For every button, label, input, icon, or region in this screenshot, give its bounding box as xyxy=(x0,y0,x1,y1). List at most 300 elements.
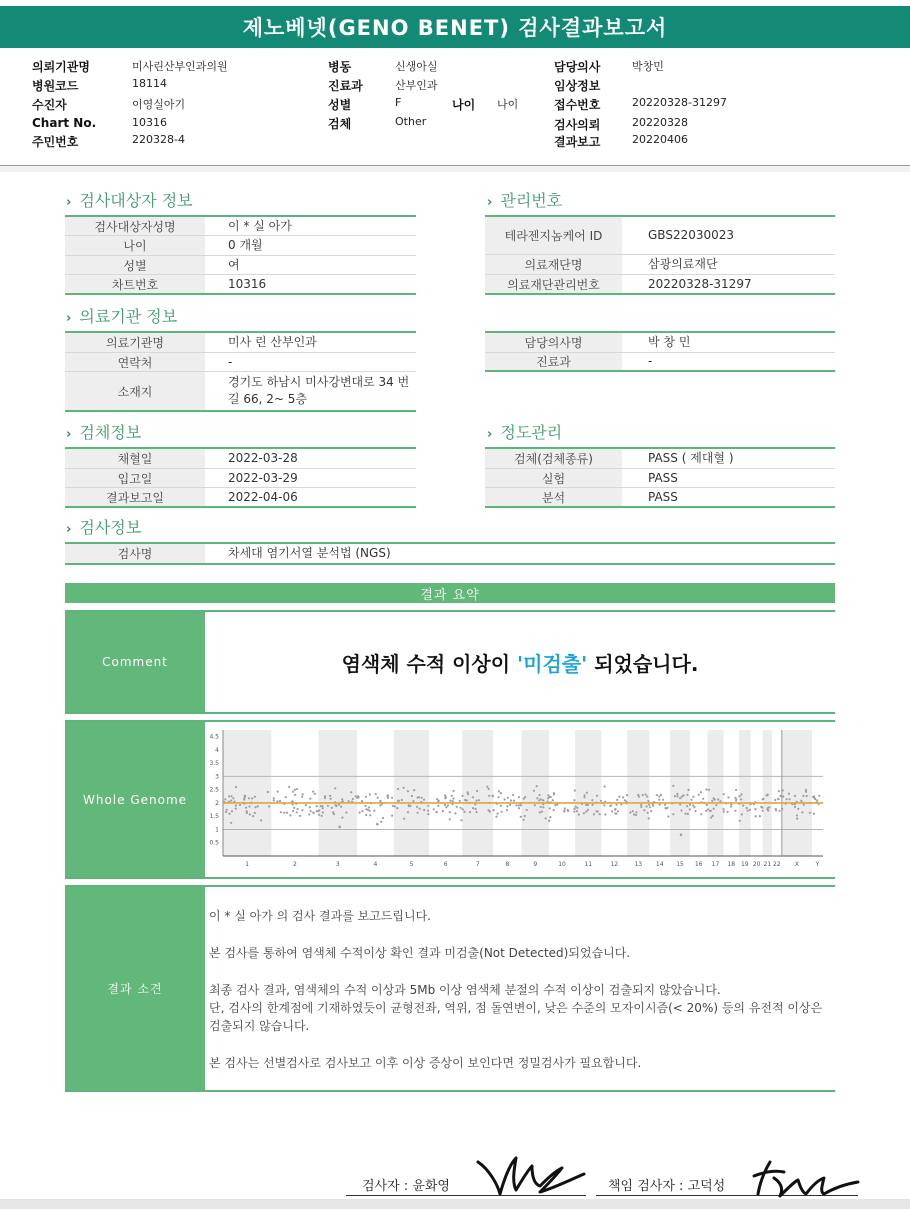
whole-genome-chart-container xyxy=(205,722,835,877)
data-point xyxy=(615,804,617,806)
data-point xyxy=(648,804,650,806)
data-point xyxy=(244,795,246,797)
data-point xyxy=(805,789,807,791)
data-point xyxy=(665,807,667,809)
header-label: 병동 xyxy=(328,60,352,74)
header-value: 나이 xyxy=(497,98,519,111)
data-point xyxy=(273,799,275,801)
data-point xyxy=(239,804,241,806)
row-label: 의료재단관리번호 xyxy=(485,275,622,293)
data-point xyxy=(350,791,352,793)
data-point xyxy=(796,818,798,820)
data-point xyxy=(518,807,520,809)
y-tick-label: 3 xyxy=(215,773,219,781)
data-point xyxy=(574,806,576,808)
data-point xyxy=(375,793,377,795)
row-label: 입고일 xyxy=(65,469,205,487)
data-point xyxy=(235,804,237,806)
data-point xyxy=(759,815,761,817)
data-point xyxy=(361,800,363,802)
data-point xyxy=(659,804,661,806)
data-point xyxy=(368,806,370,808)
outlier-point xyxy=(338,826,341,829)
data-point xyxy=(391,797,393,799)
data-point xyxy=(246,812,248,814)
row-value: PASS xyxy=(648,489,678,504)
section-title-test xyxy=(66,515,141,538)
section-title-text: 검사정보 xyxy=(79,518,142,537)
data-point xyxy=(515,804,517,806)
data-point xyxy=(739,820,741,822)
header-label: 의뢰기관명 xyxy=(32,60,90,74)
row-value: 2022-03-28 xyxy=(228,451,298,465)
data-point xyxy=(526,809,528,811)
data-point xyxy=(681,796,683,798)
management-table xyxy=(485,215,835,295)
header-value: Other xyxy=(395,115,427,128)
header-label: 진료과 xyxy=(328,79,363,93)
data-point xyxy=(277,791,279,793)
data-point xyxy=(512,794,514,796)
data-point xyxy=(640,806,642,808)
data-point xyxy=(518,804,520,806)
data-point xyxy=(741,813,743,815)
data-point xyxy=(309,806,311,808)
row-value: 여 xyxy=(228,257,240,272)
data-point xyxy=(520,816,522,818)
data-point xyxy=(662,799,664,801)
data-point xyxy=(723,811,725,813)
chromosome-band xyxy=(575,730,601,856)
data-point xyxy=(812,796,814,798)
report-title: 제노베넷(GENO BENET) 검사결과보고서 xyxy=(0,6,910,48)
data-point xyxy=(488,788,490,790)
data-point xyxy=(604,813,606,815)
data-point xyxy=(449,800,451,802)
table-row xyxy=(65,217,416,236)
section-title-text: 검사대상자 정보 xyxy=(79,191,193,210)
comment-label: Comment xyxy=(65,612,205,712)
data-point xyxy=(466,799,468,801)
row-value: 이 * 실 아가 xyxy=(228,218,292,233)
x-tick-label: 22 xyxy=(773,861,781,868)
data-point xyxy=(552,799,554,801)
comment-block xyxy=(65,610,835,714)
data-point xyxy=(734,810,736,812)
data-point xyxy=(257,805,259,807)
data-point xyxy=(445,806,447,808)
data-point xyxy=(355,795,357,797)
data-point xyxy=(549,816,551,818)
header-label: 담당의사 xyxy=(554,60,601,74)
data-point xyxy=(417,797,419,799)
outlier-point xyxy=(376,823,379,826)
x-tick-label: 21 xyxy=(763,861,772,868)
data-point xyxy=(596,795,598,797)
table-row xyxy=(485,353,835,372)
data-point xyxy=(447,805,449,807)
table-row xyxy=(65,469,416,488)
table-row xyxy=(65,256,416,275)
data-point xyxy=(293,807,295,809)
row-value: GBS22030023 xyxy=(648,228,735,242)
data-point xyxy=(394,805,396,807)
header-label: 성별 xyxy=(328,98,352,112)
data-point xyxy=(542,799,544,801)
data-point xyxy=(626,794,628,796)
data-point xyxy=(401,799,403,801)
header-value: F xyxy=(395,96,402,109)
data-point xyxy=(518,796,520,798)
section-arrow-icon: › xyxy=(66,195,72,210)
data-point xyxy=(348,800,350,802)
data-point xyxy=(427,813,429,815)
row-label: 검사대상자성명 xyxy=(65,217,205,235)
data-point xyxy=(352,798,354,800)
data-point xyxy=(782,789,784,791)
data-point xyxy=(254,806,256,808)
data-point xyxy=(633,813,635,815)
row-label: 검체(검체종류) xyxy=(485,449,622,468)
row-label: 결과보고일 xyxy=(65,488,205,506)
data-point xyxy=(742,804,744,806)
data-point xyxy=(595,810,597,812)
data-point xyxy=(656,794,658,796)
data-point xyxy=(692,804,694,806)
data-point xyxy=(574,808,576,810)
data-point xyxy=(472,796,474,798)
header-label: 검체 xyxy=(328,117,352,131)
data-point xyxy=(329,795,331,797)
header-value: 신생아실 xyxy=(395,60,438,73)
page-footer-band xyxy=(0,1199,910,1209)
data-point xyxy=(652,805,654,807)
header-label: 수진자 xyxy=(32,98,67,112)
header-value: 이영실아기 xyxy=(132,98,186,111)
chromosome-band xyxy=(739,730,750,856)
data-point xyxy=(649,806,651,808)
data-point xyxy=(676,795,678,797)
section-arrow-icon: › xyxy=(487,427,493,442)
header-label: 접수번호 xyxy=(554,98,601,112)
data-point xyxy=(801,811,803,813)
x-tick-label: 14 xyxy=(655,861,664,868)
data-point xyxy=(423,799,425,801)
data-point xyxy=(779,810,781,812)
data-point xyxy=(475,808,477,810)
data-point xyxy=(462,808,464,810)
data-point xyxy=(542,806,544,808)
data-point xyxy=(498,790,500,792)
subject-table xyxy=(65,215,416,295)
data-point xyxy=(755,815,757,817)
data-point xyxy=(289,814,291,816)
table-row xyxy=(485,217,835,255)
data-point xyxy=(635,811,637,813)
data-point xyxy=(603,804,605,806)
data-point xyxy=(614,812,616,814)
data-point xyxy=(786,798,788,800)
data-point xyxy=(754,808,756,810)
row-label: 소재지 xyxy=(65,372,205,410)
examiner-signature xyxy=(470,1150,590,1202)
table-row xyxy=(485,469,835,488)
data-point xyxy=(794,806,796,808)
data-point xyxy=(540,798,542,800)
data-point xyxy=(321,815,323,817)
data-point xyxy=(523,819,525,821)
report-header xyxy=(0,50,910,166)
y-tick-label: 1.5 xyxy=(209,813,219,821)
data-point xyxy=(308,813,310,815)
comment-text-post: 되었습니다. xyxy=(587,652,699,676)
finding-line: 본 검사를 통하여 염색체 수적이상 확인 결과 미검출(Not Detected)되었습니다. xyxy=(209,946,631,960)
data-point xyxy=(322,811,324,813)
data-point xyxy=(679,797,681,799)
data-point xyxy=(254,796,256,798)
data-point xyxy=(444,804,446,806)
data-point xyxy=(335,804,337,806)
row-value: 2022-03-29 xyxy=(228,470,298,485)
data-point xyxy=(302,793,304,795)
table-row xyxy=(65,488,416,508)
data-point xyxy=(411,795,413,797)
row-label: 연락처 xyxy=(65,353,205,371)
data-point xyxy=(423,809,425,811)
data-point xyxy=(451,795,453,797)
data-point xyxy=(377,797,379,799)
section-title-text: 의료기관 정보 xyxy=(79,307,178,326)
data-point xyxy=(739,795,741,797)
data-point xyxy=(397,788,399,790)
table-row xyxy=(65,544,835,565)
data-point xyxy=(674,795,676,797)
data-point xyxy=(556,804,558,806)
table-row xyxy=(65,449,416,469)
data-point xyxy=(413,789,415,791)
data-point xyxy=(235,808,237,810)
data-point xyxy=(506,809,508,811)
data-point xyxy=(794,795,796,797)
data-point xyxy=(591,799,593,801)
data-point xyxy=(727,811,729,813)
data-point xyxy=(591,804,593,806)
data-point xyxy=(583,796,585,798)
data-point xyxy=(412,800,414,802)
header-value: 10316 xyxy=(132,116,167,129)
data-point xyxy=(666,807,668,809)
chromosome-band xyxy=(394,730,429,856)
data-point xyxy=(789,798,791,800)
data-point xyxy=(495,816,497,818)
data-point xyxy=(813,813,815,815)
data-point xyxy=(640,804,642,806)
data-point xyxy=(294,789,296,791)
data-point xyxy=(778,798,780,800)
data-point xyxy=(249,813,251,815)
data-point xyxy=(604,786,606,788)
data-point xyxy=(734,797,736,799)
data-point xyxy=(407,811,409,813)
data-point xyxy=(646,796,648,798)
row-label: 테라젠지놈케어 ID xyxy=(485,217,622,254)
section-title-subject xyxy=(66,188,193,211)
row-value: 2022-04-06 xyxy=(228,489,298,504)
data-point xyxy=(456,806,458,808)
comment-text xyxy=(205,648,835,677)
data-point xyxy=(780,795,782,797)
chromosome-band xyxy=(763,730,772,856)
data-point xyxy=(461,795,463,797)
data-point xyxy=(509,804,511,806)
data-point xyxy=(230,800,232,802)
x-tick-label: 18 xyxy=(727,861,736,868)
data-point xyxy=(715,804,717,806)
data-point xyxy=(452,790,454,792)
y-tick-label: 2 xyxy=(215,799,219,807)
data-point xyxy=(314,793,316,795)
data-point xyxy=(475,811,477,813)
data-point xyxy=(449,811,451,813)
data-point xyxy=(254,812,256,814)
data-point xyxy=(611,810,613,812)
qc-table xyxy=(485,447,835,508)
finding-line: 본 검사는 선별검사로 검사보고 이후 이상 증상이 보인다면 정밀검사가 필요합니다. xyxy=(209,1056,642,1070)
outlier-point xyxy=(680,833,683,836)
data-point xyxy=(459,800,461,802)
chromosome-band xyxy=(223,730,271,856)
data-point xyxy=(782,795,784,797)
data-point xyxy=(504,798,506,800)
data-point xyxy=(700,813,702,815)
data-point xyxy=(392,805,394,807)
data-point xyxy=(501,811,503,813)
data-point xyxy=(500,792,502,794)
data-point xyxy=(638,796,640,798)
data-point xyxy=(341,798,343,800)
data-point xyxy=(231,810,233,812)
data-point xyxy=(622,796,624,798)
data-point xyxy=(573,810,575,812)
data-point xyxy=(312,791,314,793)
data-point xyxy=(706,804,708,806)
data-point xyxy=(359,811,361,813)
header-label: 나이 xyxy=(452,98,476,112)
data-point xyxy=(616,799,618,801)
table-row xyxy=(485,333,835,353)
x-tick-label: 20 xyxy=(752,861,761,868)
data-point xyxy=(421,797,423,799)
data-point xyxy=(690,799,692,801)
finding-line: 단, 검사의 한계점에 기재하였듯이 균형전좌, 역위, 점 돌연변이, 낮은 수준의 모자이시즘(< 20%) 등의 유전적 이상은 검출되지 않습니다. xyxy=(209,1001,823,1033)
data-point xyxy=(746,807,748,809)
data-point xyxy=(225,811,227,813)
data-point xyxy=(292,810,294,812)
header-value: 20220328 xyxy=(632,116,688,129)
data-point xyxy=(316,805,318,807)
data-point xyxy=(396,807,398,809)
data-point xyxy=(686,794,688,796)
data-point xyxy=(245,807,247,809)
row-label: 채혈일 xyxy=(65,449,205,468)
section-title-institution xyxy=(66,304,177,327)
data-point xyxy=(334,787,336,789)
row-value: - xyxy=(228,354,233,369)
row-value: PASS xyxy=(648,470,678,485)
data-point xyxy=(533,790,535,792)
data-point xyxy=(629,811,631,813)
data-point xyxy=(452,798,454,800)
x-tick-label: Y xyxy=(815,861,820,868)
header-value: 20220328-31297 xyxy=(632,96,727,109)
data-point xyxy=(524,815,526,817)
examiner-label: 검사자 : 윤화영 xyxy=(362,1179,450,1194)
data-point xyxy=(469,811,471,813)
x-tick-label: 5 xyxy=(409,861,414,868)
data-point xyxy=(803,804,805,806)
data-point xyxy=(435,811,437,813)
data-point xyxy=(705,788,707,790)
data-point xyxy=(709,810,711,812)
comment-highlight: '미검출' xyxy=(517,652,588,676)
x-tick-label: 2 xyxy=(293,861,297,868)
data-point xyxy=(614,808,616,810)
data-point xyxy=(252,815,254,817)
data-point xyxy=(735,789,737,791)
data-point xyxy=(248,805,250,807)
data-point xyxy=(635,814,637,816)
data-point xyxy=(361,810,363,812)
data-point xyxy=(460,819,462,821)
data-point xyxy=(273,797,275,799)
y-tick-label: 2.5 xyxy=(209,786,219,794)
data-point xyxy=(369,810,371,812)
data-point xyxy=(398,800,400,802)
data-point xyxy=(488,795,490,797)
data-point xyxy=(452,800,454,802)
data-point xyxy=(228,795,230,797)
data-point xyxy=(463,811,465,813)
data-point xyxy=(497,796,499,798)
data-point xyxy=(664,804,666,806)
data-point xyxy=(646,805,648,807)
data-point xyxy=(713,808,715,810)
data-point xyxy=(391,815,393,817)
y-tick-label: 3.5 xyxy=(209,760,219,768)
whole-genome-label: Whole Genome xyxy=(65,722,205,877)
x-tick-label: 6 xyxy=(443,861,448,868)
row-value: 박 창 민 xyxy=(648,335,691,349)
data-point xyxy=(806,795,808,797)
data-point xyxy=(617,810,619,812)
data-point xyxy=(727,796,729,798)
data-point xyxy=(316,810,318,812)
data-point xyxy=(408,805,410,807)
header-label: Chart No. xyxy=(32,116,97,130)
data-point xyxy=(486,786,488,788)
header-label: 임상정보 xyxy=(554,79,601,93)
data-point xyxy=(288,786,290,788)
data-point xyxy=(345,811,347,813)
table-row xyxy=(485,255,835,275)
data-point xyxy=(814,798,816,800)
data-point xyxy=(723,808,725,810)
data-point xyxy=(774,799,776,801)
data-point xyxy=(296,788,298,790)
x-tick-label: 10 xyxy=(558,861,566,868)
data-point xyxy=(331,807,333,809)
data-point xyxy=(585,811,587,813)
